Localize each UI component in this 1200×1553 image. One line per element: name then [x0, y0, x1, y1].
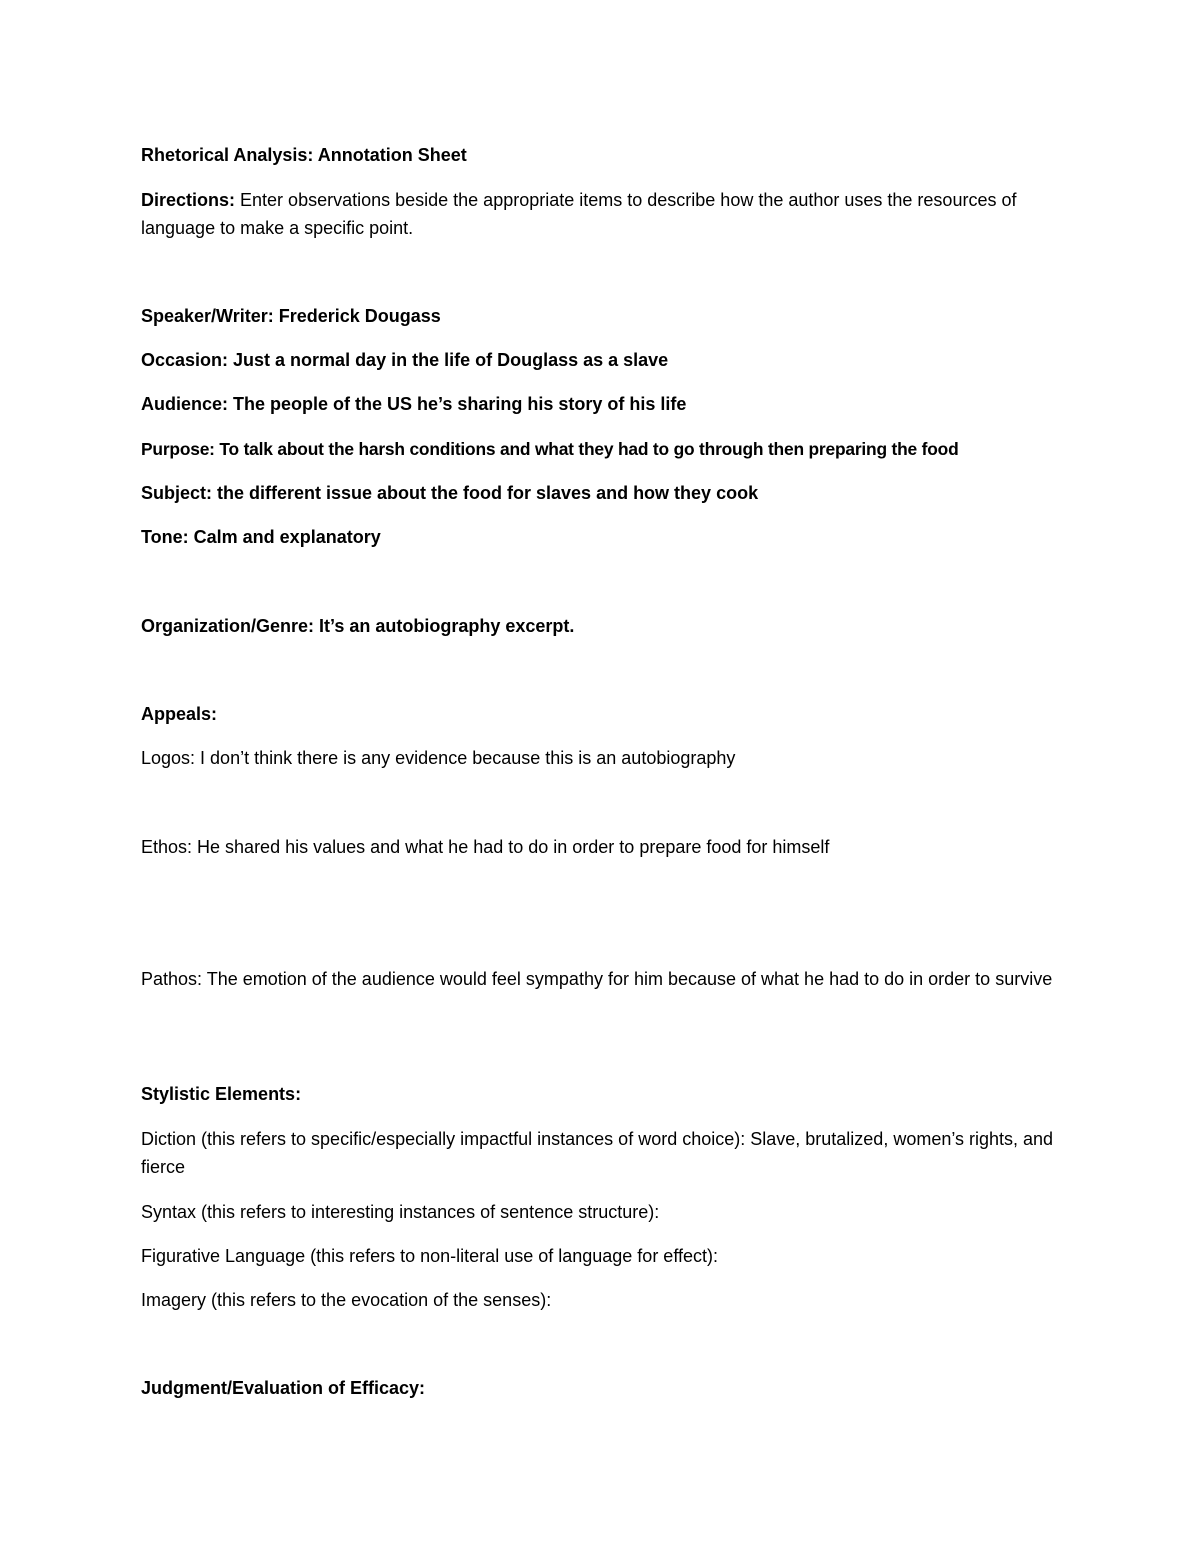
- speaker-writer-line: Speaker/Writer: Frederick Dougass: [141, 306, 441, 326]
- imagery-line: Imagery (this refers to the evocation of the senses):: [141, 1290, 552, 1310]
- document-title: Rhetorical Analysis: Annotation Sheet: [141, 145, 467, 165]
- pathos-line: Pathos: The emotion of the audience would feel sympathy for him because of what he had to do in order to survive: [141, 969, 1053, 989]
- subject-line: Subject: the different issue about the food for slaves and how they cook: [141, 483, 759, 503]
- organization-genre-line: Organization/Genre: It’s an autobiography excerpt.: [141, 616, 575, 636]
- ethos-line: Ethos: He shared his values and what he had to do in order to prepare food for himself: [141, 837, 830, 857]
- stylistic-elements-heading: Stylistic Elements:: [141, 1084, 302, 1104]
- judgment-evaluation-heading: Judgment/Evaluation of Efficacy:: [141, 1378, 426, 1398]
- directions-text: Enter observations beside the appropriate items to describe how the author uses the resources of language to make a specific point.: [141, 190, 1017, 238]
- purpose-line: Purpose: To talk about the harsh conditions and what they had to go through then preparing the food: [141, 439, 959, 459]
- occasion-line: Occasion: Just a normal day in the life of Douglass as a slave: [141, 350, 669, 370]
- directions-paragraph: [141, 186, 1061, 242]
- tone-line: Tone: Calm and explanatory: [141, 527, 381, 547]
- diction-line: Diction (this refers to specific/especially impactful instances of word choice): Slave, brutalized, women’s rights, and fierce: [141, 1129, 1054, 1177]
- directions-label: Directions:: [141, 190, 236, 210]
- figurative-language-line: Figurative Language (this refers to non-literal use of language for effect):: [141, 1246, 719, 1266]
- audience-line: Audience: The people of the US he’s sharing his story of his life: [141, 394, 687, 414]
- syntax-line: Syntax (this refers to interesting instances of sentence structure):: [141, 1202, 660, 1222]
- appeals-heading: Appeals:: [141, 704, 218, 724]
- logos-line: Logos: I don’t think there is any evidence because this is an autobiography: [141, 748, 736, 768]
